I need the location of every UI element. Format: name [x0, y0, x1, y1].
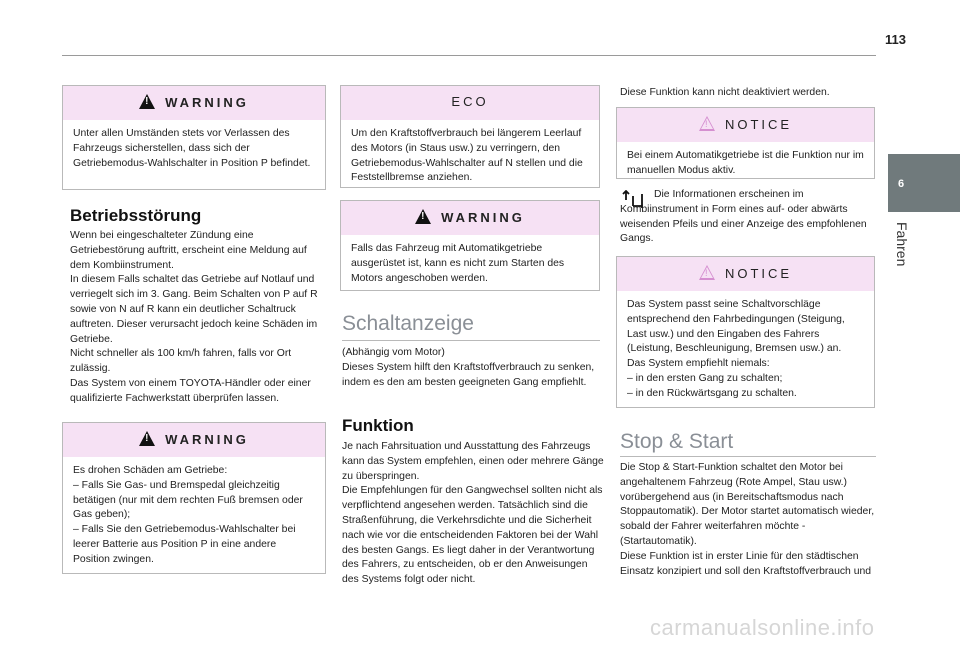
paragraph: Wenn bei eingeschalteter Zündung eine Getriebestörung auftritt, erscheint eine Meldung auf dem Kombiinstrument.: [70, 230, 307, 271]
warning-line: – Falls Sie Gas- und Bremspedal gleichzeitig betätigen (nur mit dem rechten Fuß bremsen oder Gas geben);: [73, 479, 303, 521]
notice-line: Das System empfiehlt niemals:: [627, 358, 770, 370]
warning-line: Es drohen Schäden am Getriebe:: [73, 465, 228, 476]
paragraph: In diesem Falls schaltet das Getriebe auf Notlauf und verriegelt sich im 3. Gang. Beim Schalten von P auf R sowie von N auf R kann ein deutlicher Schaltruck auftreten. Dieser verursacht jedoch keine Schäden im Getriebe.: [70, 274, 318, 345]
notice-icon: [699, 265, 715, 280]
section-rule: [342, 340, 600, 341]
eco-text: Um den Kraftstoffverbrauch bei längerem Leerlauf des Motors (in Staus usw.) zu verringern, den Getriebemodus-Wahlschalter auf N stellen und die Feststellbremse anziehen.: [351, 128, 583, 184]
warning-title: WARNING: [165, 95, 249, 110]
eco-box: [340, 85, 600, 188]
notice-box-system: [616, 256, 875, 408]
chapter-label-wrap: [890, 222, 912, 292]
eco-header: [341, 86, 599, 120]
warning-icon: [139, 94, 155, 109]
funktion-text: [342, 440, 604, 588]
watermark: carmanualsonline.info: [650, 615, 875, 640]
paragraph: Das System von einem TOYOTA-Händler oder einer qualifizierte Fachwerkstatt überprüfen lassen.: [70, 377, 311, 404]
page-number: 113: [885, 32, 906, 47]
paragraph: Die Empfehlungen für den Gangwechsel sollten nicht als verpflichtend angesehen werden. Tatsächlich sind die Straßenführung, die Verkehrsdichte und die Sicherheit nach wie vor die entscheidenden Faktoren bei der Wahl des besten Gangs. Es liegt daher in der Verantwortung des Fahrers, zu entscheiden, ob er den Anweisungen des Systems folgt oder nicht.: [342, 485, 603, 586]
stop-start-text: [620, 461, 878, 579]
notice-line: – in den ersten Gang zu schalten;: [627, 372, 783, 384]
paragraph: Dieses System hilft den Kraftstoffverbrauch zu senken, indem es den am besten geeigneten Gang empfiehlt.: [342, 361, 595, 388]
eco-title: ECO: [451, 94, 489, 109]
warning-icon: [415, 209, 431, 224]
header-rule: [62, 55, 876, 56]
chapter-number: 6: [897, 178, 905, 190]
paragraph: Nicht schneller als 100 km/h fahren, falls vor Ort zulässig.: [70, 348, 292, 375]
heading-betriebsstoerung: Betriebsstörung: [70, 206, 202, 225]
chapter-tab[interactable]: [888, 154, 960, 212]
warning-box-damage: [62, 422, 326, 574]
heading-funktion: Funktion: [342, 416, 414, 435]
warning-header: [63, 86, 325, 120]
notice-line: Das System passt seine Schaltvorschläge entsprechend den Fahrbedingungen (Steigung, Last usw.) und den Eingaben des Fahrers (Leistung, Beschleunigung, Bremsen usw.) an.: [627, 299, 845, 355]
section-title-stop-start: Stop & Start: [620, 430, 734, 453]
section-title-schaltanzeige: Schaltanzeige: [342, 312, 474, 335]
warning-title: WARNING: [165, 432, 249, 447]
schaltanzeige-text: [342, 346, 600, 390]
notice-header: [617, 257, 874, 291]
notice-title: NOTICE: [724, 266, 793, 281]
warning-title: WARNING: [441, 210, 525, 225]
paragraph: Die Stop & Start-Funktion schaltet den Motor bei angehaltenem Fahrzeug (Rote Ampel, Stau usw.) vorübergehend aus (in Bereitschaftsmodus nach Stoppautomatik). Der Motor startet automatisch wieder, sobald der Fahrer weiterfahren möchte - (Startautomatik).: [620, 462, 875, 547]
malfunction-text: [70, 229, 326, 407]
notice-title: NOTICE: [724, 117, 793, 132]
warning-text: Falls das Fahrzeug mit Automatikgetriebe ausgerüstet ist, kann es nicht zum Starten des Motors angeschoben werden.: [351, 243, 565, 284]
notice-icon: [699, 116, 715, 131]
warning-text: Unter allen Umständen stets vor Verlassen des Fahrzeugs sicherstellen, dass sich der Getriebemodus-Wahlschalter in Position P befindet.: [73, 128, 311, 169]
section-rule: [620, 456, 876, 457]
warning-icon: [139, 431, 155, 446]
paragraph: (Abhängig vom Motor): [342, 347, 445, 358]
indicator-info-text: Die Informationen erscheinen im Kombiinstrument in Form eines auf- oder abwärts weisenden Pfeils und einer Anzeige des empfohlenen Gangs.: [620, 189, 867, 245]
paragraph: Diese Funktion ist in erster Linie für den städtischen Einsatz konzipiert und soll den Kraftstoffverbrauch und: [620, 550, 872, 577]
notice-line: – in den Rückwärtsgang zu schalten.: [627, 387, 797, 399]
warning-box-transmission: [62, 85, 326, 190]
warning-box-push-start: [340, 200, 600, 291]
warning-text: [63, 457, 325, 574]
notice-header: [617, 108, 874, 142]
warning-line: – Falls Sie den Getriebemodus-Wahlschalter bei leerer Batterie aus Position P in eine andere Position zwingen.: [73, 524, 296, 565]
intro-text: Diese Funktion kann nicht deaktiviert werden.: [620, 87, 830, 98]
warning-header: [341, 201, 599, 235]
paragraph: Je nach Fahrsituation und Ausstattung des Fahrzeugs kann das System empfehlen, einen oder mehrere Gänge zu überspringen.: [342, 441, 604, 482]
notice-box-manual-mode: [616, 107, 875, 179]
warning-header: [63, 423, 325, 457]
notice-text: [617, 291, 874, 408]
chapter-label: Fahren: [894, 222, 910, 267]
notice-text: Bei einem Automatikgetriebe ist die Funktion nur im manuellen Modus aktiv.: [627, 150, 864, 176]
